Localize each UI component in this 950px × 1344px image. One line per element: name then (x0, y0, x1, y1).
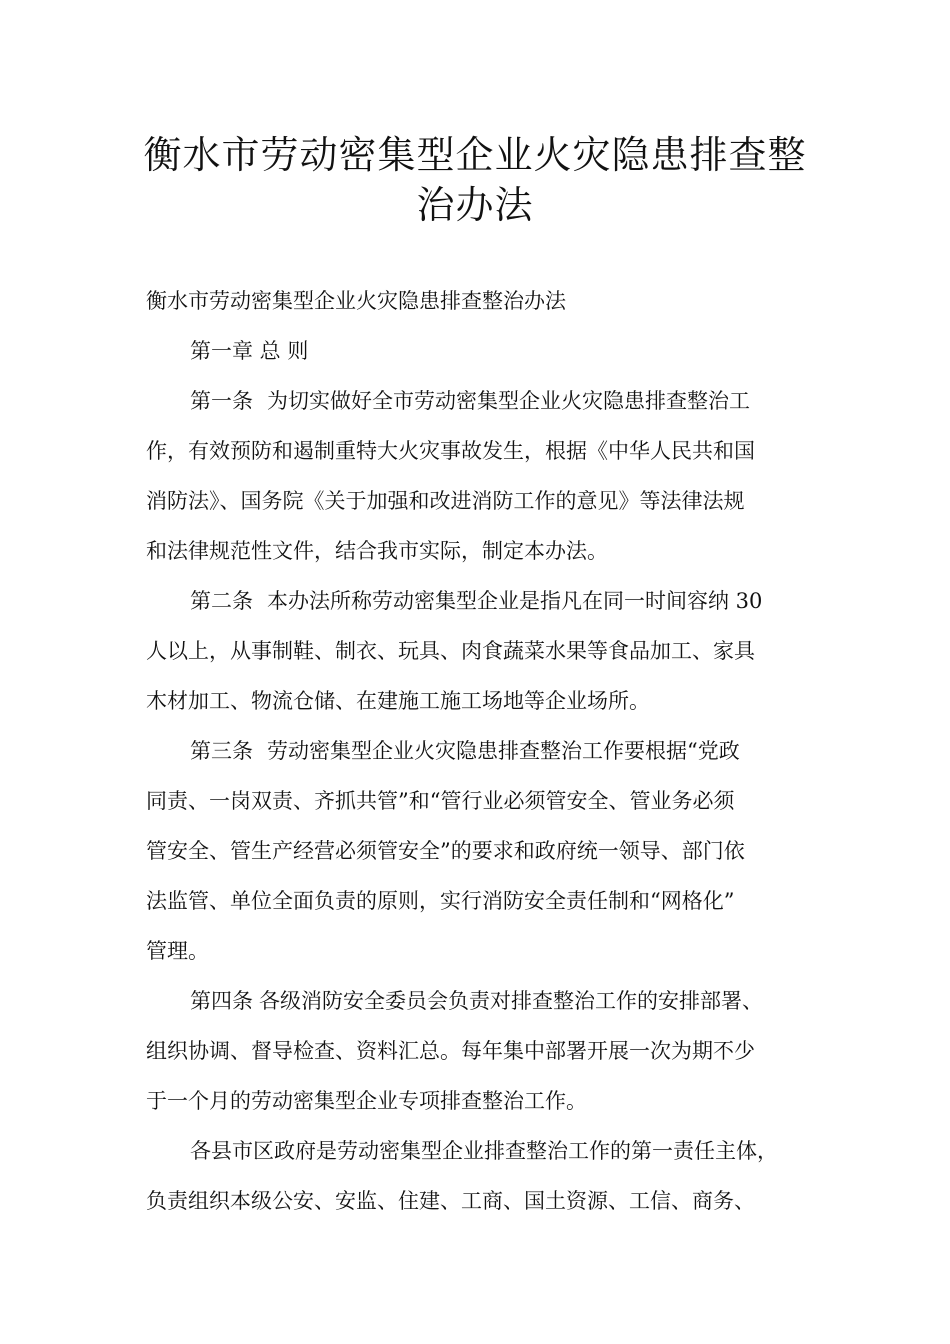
article-text-line: 本办法所称劳动密集型企业是指凡在同一时间容纳 30 (267, 589, 763, 613)
article-label: 第四条 (190, 989, 253, 1013)
paragraph-text-line: 负责组织本级公安、安监、住建、工商、国土资源、工信、商务、 (146, 1189, 755, 1213)
article-text-line: 为切实做好全市劳动密集型企业火灾隐患排查整治工 (267, 389, 750, 413)
article-text-line: 各级消防安全委员会负责对排查整治工作的安排部署、 (259, 989, 763, 1013)
chapter-heading: 第一章 总 则 (190, 339, 309, 363)
article-text-line: 消防法》、国务院《关于加强和改进消防工作的意见》等法律法规 (146, 489, 745, 513)
article-2 (146, 576, 826, 726)
article-text-line: 组织协调、督导检查、资料汇总。每年集中部署开展一次为期不少 (146, 1039, 755, 1063)
article-text-line: 同责、一岗双责、齐抓共管”和“管行业必须管安全、管业务必须 (146, 789, 735, 813)
article-text-line: 和法律规范性文件，结合我市实际，制定本办法。 (146, 539, 608, 563)
article-text-line: 管安全、管生产经营必须管安全”的要求和政府统一领导、部门依 (146, 839, 745, 863)
document-title-line-2: 治办法 (416, 183, 534, 227)
paragraph-text-line: 各县市区政府是劳动密集型企业排查整治工作的第一责任主体， (190, 1139, 778, 1163)
article-text-line: 人以上，从事制鞋、制衣、玩具、肉食蔬菜水果等食品加工、家具 (146, 639, 755, 663)
closing-paragraph (146, 1126, 826, 1226)
document-body (146, 276, 826, 1226)
article-label: 第一条 (190, 389, 253, 413)
article-text-line: 木材加工、物流仓储、在建施工施工场地等企业场所。 (146, 689, 650, 713)
article-text-line: 劳动密集型企业火灾隐患排查整治工作要根据“党政 (267, 739, 740, 763)
document-subtitle: 衡水市劳动密集型企业火灾隐患排查整治办法 (146, 289, 566, 313)
article-text-line: 于一个月的劳动密集型企业专项排查整治工作。 (146, 1089, 587, 1113)
article-text-line: 管理。 (146, 939, 209, 963)
article-text-line: 法监管、单位全面负责的原则，实行消防安全责任制和“网格化” (146, 889, 735, 913)
article-1 (146, 376, 826, 576)
article-3 (146, 726, 826, 976)
article-text-line: 作，有效预防和遏制重特大火灾事故发生，根据《中华人民共和国 (146, 439, 755, 463)
article-4 (146, 976, 826, 1126)
article-label: 第三条 (190, 739, 253, 763)
document-title-line-1: 衡水市劳动密集型企业火灾隐患排查整 (143, 133, 807, 177)
article-label: 第二条 (190, 589, 253, 613)
